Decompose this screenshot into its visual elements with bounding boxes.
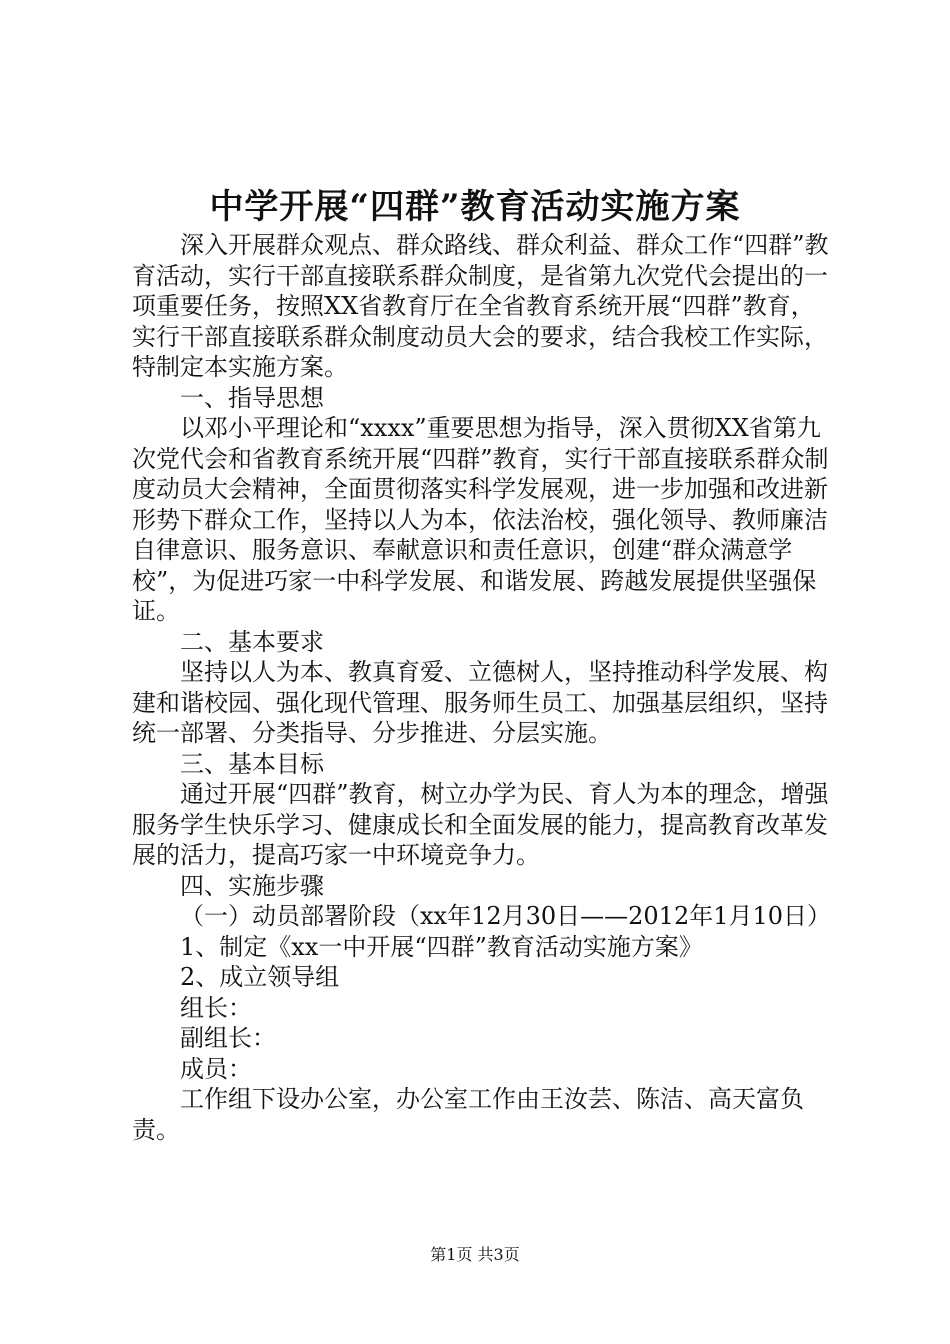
section-heading-basic-goals: 三、基本目标 [180, 749, 324, 778]
document-title: 中学开展“四群”教育活动实施方案 [209, 187, 741, 227]
section-heading-guiding-ideology: 一、指导思想 [180, 383, 324, 412]
stage-one-paragraph: （一）动员部署阶段（xx年12月30日——2012年1月10日） [180, 902, 832, 930]
step-form-leadership-group: 2、成立领导组 [180, 963, 340, 991]
guiding-ideology-paragraph: 以邓小平理论和“xxxx”重要思想为指导，深入贯彻XX省第九次党代会和省教育系统开展“四群”教育，实行干部直接联系群众制度动员大会精神，全面贯彻落实科学发展观，进一步加强和改进新形势下群众工作，坚持以人为本，依法治校，强化领导、教师廉洁自律意识、服务意识、奉献意识和责任意识，创建“群众满意学校”，为促进巧家一中科学发展、和谐发展、跨越发展提供坚强保证。 [132, 414, 829, 625]
step-formulate-plan: 1、制定《xx一中开展“四群”教育活动实施方案》 [180, 932, 703, 961]
page-footer: 第1页 共3页 [430, 1245, 520, 1264]
group-leader-line: 组长： [180, 993, 252, 1022]
intro-paragraph: 深入开展群众观点、群众路线、群众利益、群众工作“四群”教育活动，实行干部直接联系群众制度，是省第九次党代会提出的一项重要任务，按照XX省教育厅在全省教育系统开展“四群”教育，实行干部直接联系群众制度动员大会的要求，结合我校工作实际，特制定本实施方案。 [132, 231, 829, 381]
basic-goals-paragraph: 通过开展“四群”教育，树立办学为民、育人为本的理念，增强服务学生快乐学习、健康成长和全面发展的能力，提高教育改革发展的活力，提高巧家一中环境竞争力。 [132, 780, 829, 869]
section-heading-basic-requirements: 二、基本要求 [180, 627, 324, 656]
section-heading-implementation-steps: 四、实施步骤 [180, 871, 324, 900]
members-line: 成员： [180, 1054, 252, 1083]
deputy-leader-line: 副组长： [180, 1024, 276, 1052]
basic-requirements-paragraph: 坚持以人为本、教真育爱、立德树人，坚持推动科学发展、构建和谐校园、强化现代管理、服务师生员工、加强基层组织，坚持统一部署、分类指导、分步推进、分层实施。 [132, 658, 828, 747]
document-body [132, 230, 832, 1145]
office-responsibility-paragraph: 工作组下设办公室，办公室工作由王汝芸、陈洁、高天富负责。 [132, 1085, 804, 1144]
